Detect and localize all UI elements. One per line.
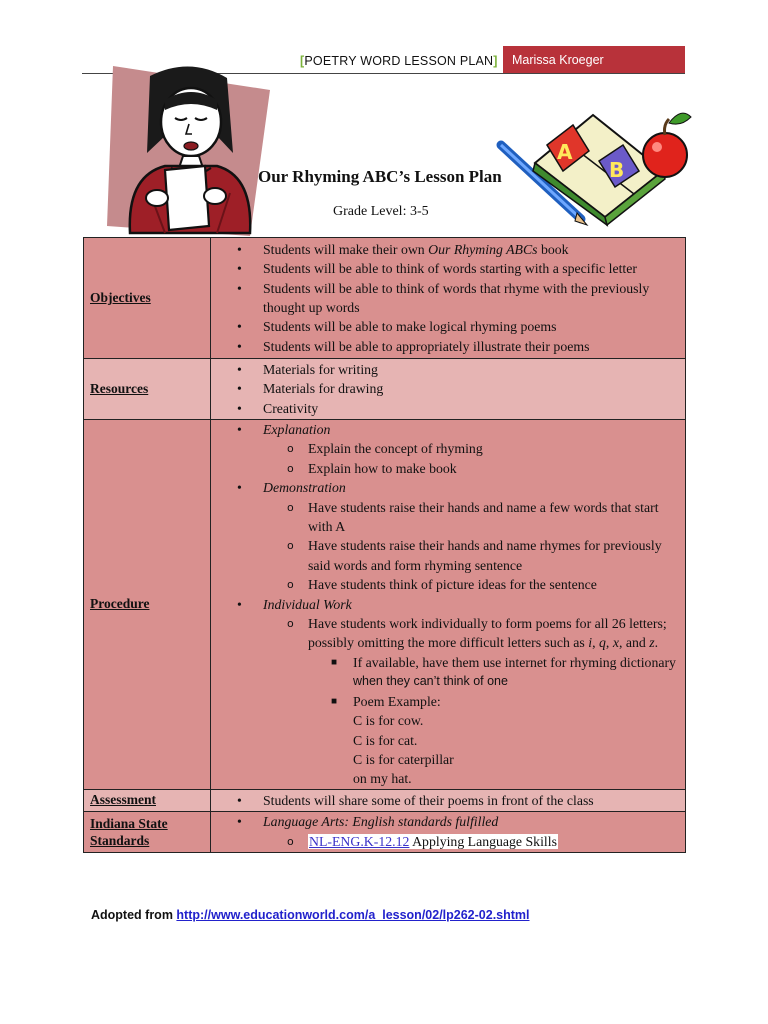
objectives-cell (211, 238, 686, 359)
list-item: • Materials for writing (237, 361, 378, 377)
source-link[interactable]: http://www.educationworld.com/a_lesson/02/lp262-02.shtml (176, 908, 530, 922)
row-label-objectives: Objectives (84, 238, 211, 359)
list-item: • Explanation (237, 422, 331, 437)
sub-sub-list-item-continued: when they can’t think of one (353, 674, 508, 689)
sub-list-item-continued: said words and form rhyming sentence (308, 557, 523, 573)
sub-list-item: o NL-ENG.K-12.12 Applying Language Skills (287, 833, 557, 849)
list-item: • Individual Work (237, 596, 352, 612)
poem-line: C is for cow. (353, 713, 424, 729)
poem-line: on my hat. (353, 771, 412, 787)
sub-list-item: o Have students work individually to form poems for all 26 letters; (287, 616, 667, 632)
lesson-plan-table (83, 237, 686, 853)
list-item: • Students will be able to think of words starting with a specific letter (237, 261, 637, 277)
list-item: • Creativity (237, 400, 319, 416)
header-title-text: POETRY WORD LESSON PLAN (304, 54, 494, 68)
list-item: • Students will share some of their poems in front of the class (237, 792, 594, 808)
procedure-cell (211, 420, 686, 790)
book-pencil-apple-clipart-icon (495, 105, 700, 230)
table-row-procedure (84, 420, 686, 790)
poem-line: C is for caterpillar (353, 751, 454, 767)
sub-sub-list-item: ■ Poem Example: (331, 693, 441, 709)
table-row-resources (84, 359, 686, 420)
svg-text:B: B (609, 158, 625, 182)
footer-source: Adopted from http://www.educationworld.com/a_lesson/02/lp262-02.shtml (91, 908, 530, 922)
sub-list-item: o Explain the concept of rhyming (287, 441, 483, 457)
list-item: • Students will be able to make logical rhyming poems (237, 319, 557, 335)
poem-line: C is for cat. (353, 732, 418, 748)
sub-list-item: o Have students raise their hands and name a few words that start (287, 499, 659, 515)
row-label-resources: Resources (84, 359, 211, 420)
svg-text:A: A (557, 140, 573, 164)
list-item: • Students will make their own Our Rhyming ABCs book (237, 241, 569, 257)
girl-reading-clipart-icon (105, 58, 275, 248)
sub-list-item-continued: with A (308, 519, 346, 535)
list-item: • Demonstration (237, 480, 346, 496)
sub-list-item: o Have students think of picture ideas for the sentence (287, 577, 597, 593)
assessment-cell (211, 789, 686, 811)
sub-list-item-continued: possibly omitting the more difficult letters such as i, q, x, and z. (308, 635, 659, 651)
row-label-assessment: Assessment (84, 789, 211, 811)
list-item-continued: thought up words (263, 300, 360, 315)
grade-level: Grade Level: 3-5 (333, 204, 429, 219)
header-title (300, 50, 502, 72)
table-row-assessment (84, 789, 686, 811)
standards-cell (211, 811, 686, 852)
table-row-objectives (84, 238, 686, 359)
row-label-standards: Indiana State Standards (84, 811, 211, 852)
sub-list-item: o Have students raise their hands and name rhymes for previously (287, 538, 662, 554)
table-row-standards (84, 811, 686, 852)
list-item: • Students will be able to think of words that rhyme with the previously (237, 280, 650, 296)
row-label-procedure: Procedure (84, 420, 211, 790)
standards-link[interactable]: NL-ENG.K-12.12 (309, 833, 410, 849)
list-item: • Language Arts: English standards fulfilled (237, 814, 499, 830)
list-item: • Materials for drawing (237, 381, 384, 397)
resources-cell (211, 359, 686, 420)
list-item: • Students will be able to appropriately illustrate their poems (237, 338, 590, 354)
header-author: Marissa Kroeger (503, 46, 685, 74)
bracket-close: ] (493, 54, 498, 68)
document-title: Our Rhyming ABC’s Lesson Plan (258, 167, 502, 186)
sub-list-item: o Explain how to make book (287, 460, 457, 476)
bracket-open: [ (300, 54, 305, 68)
sub-sub-list-item: ■ If available, have them use internet for rhyming dictionary (331, 654, 676, 670)
